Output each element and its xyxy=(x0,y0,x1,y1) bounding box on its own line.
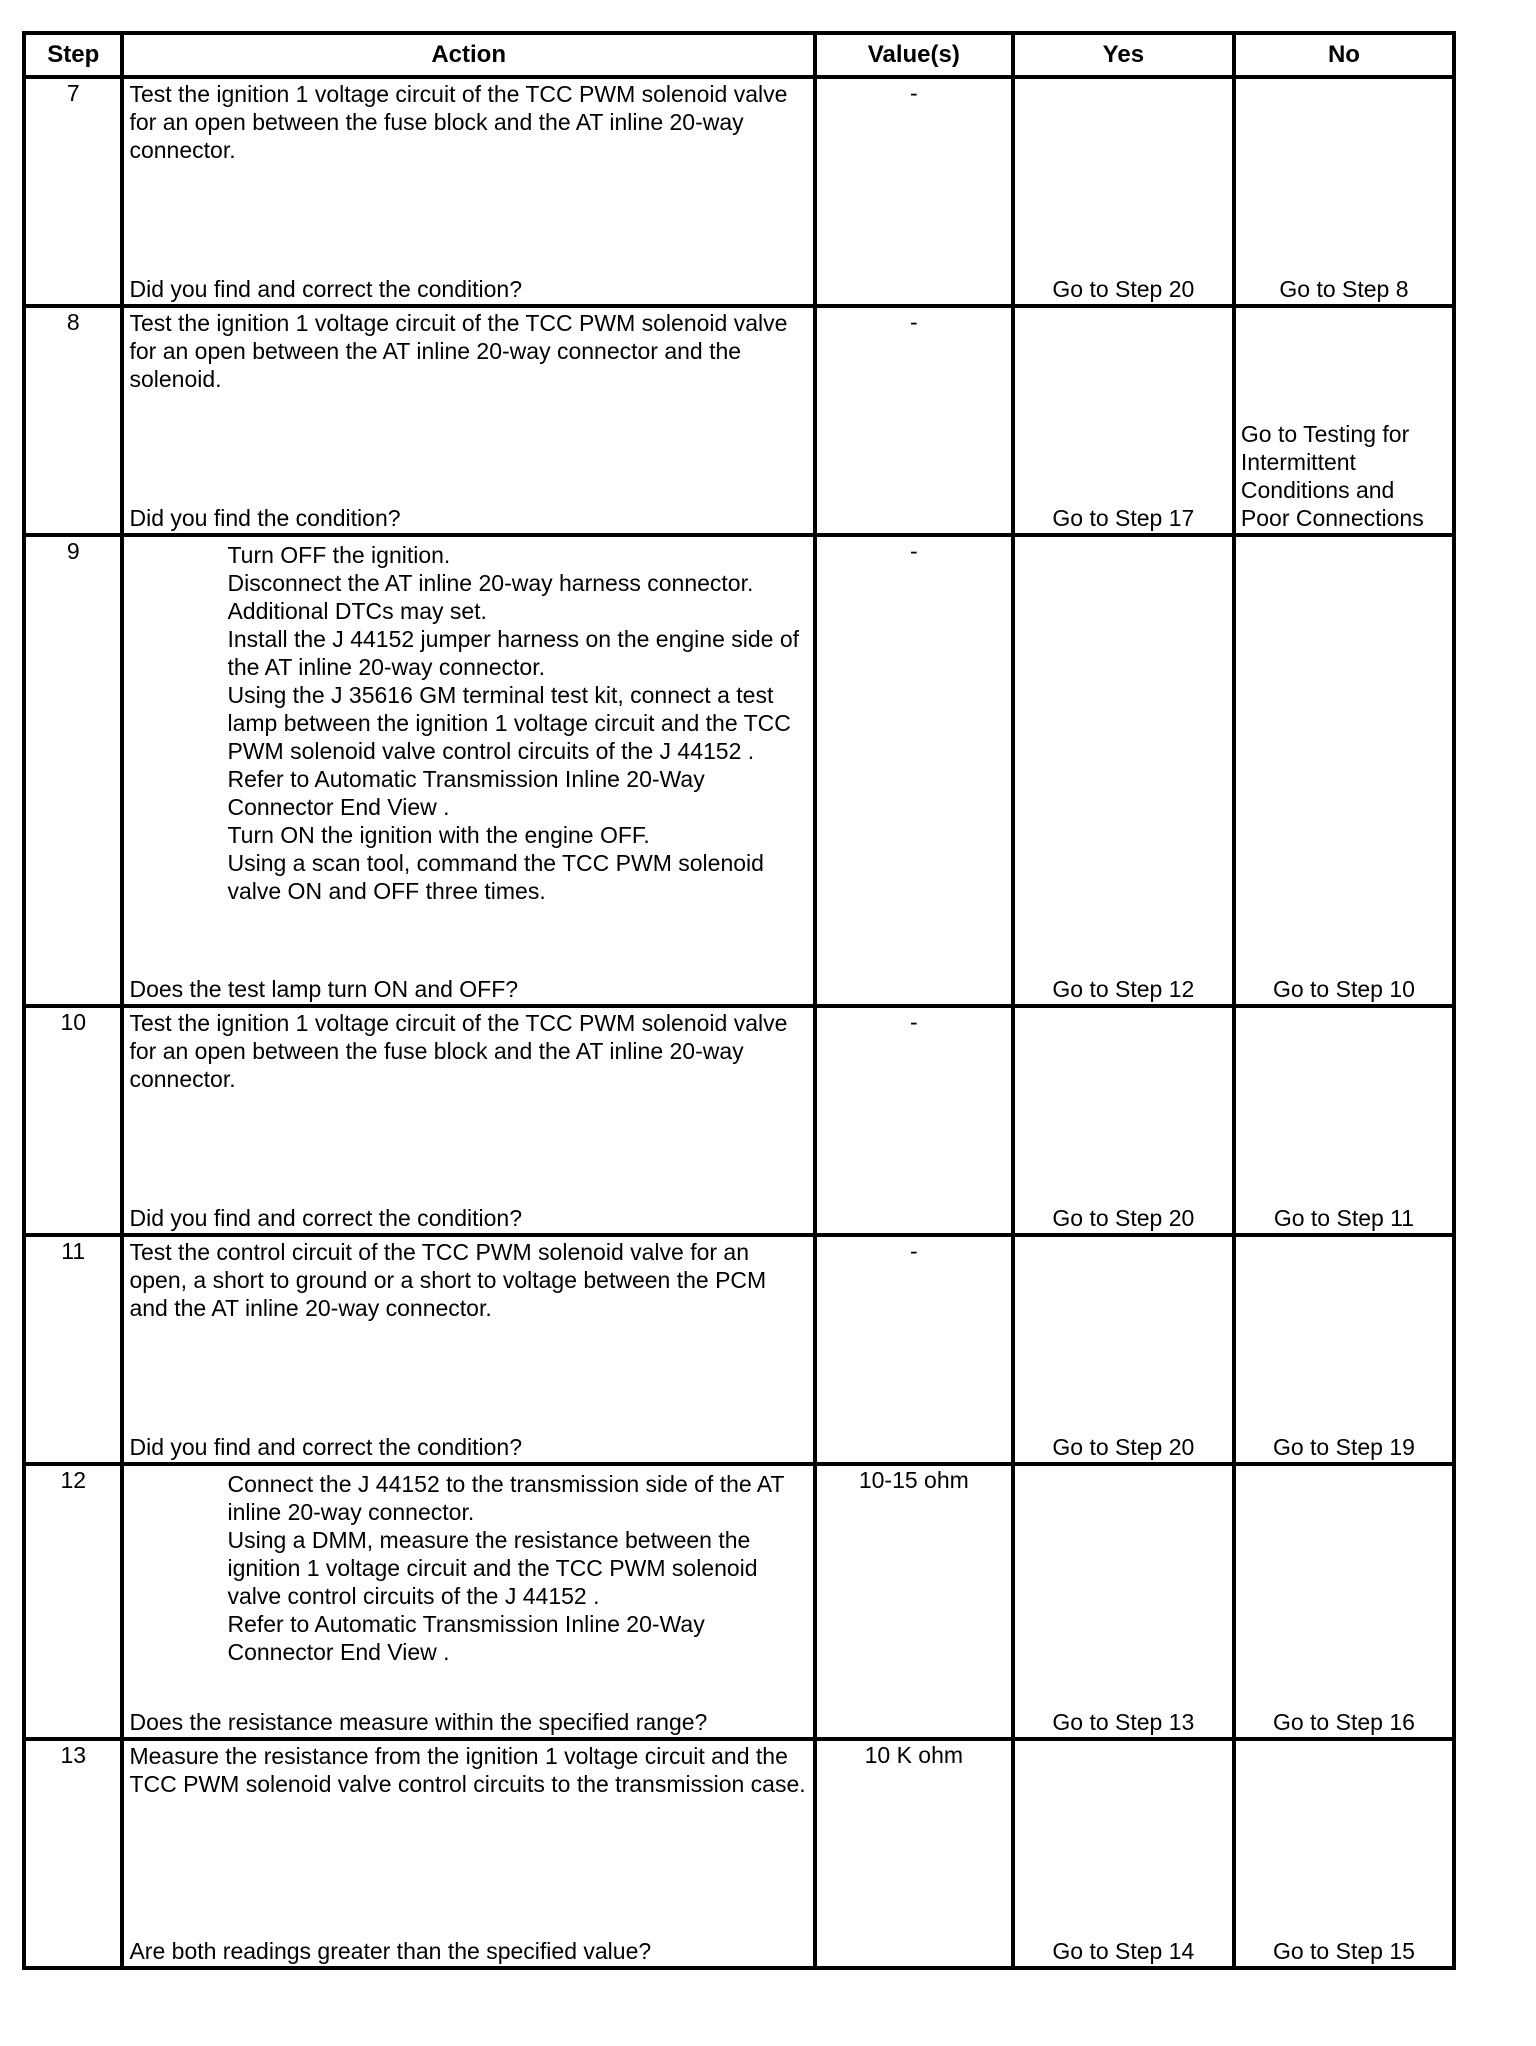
value-cell: 10 K ohm xyxy=(815,1739,1013,1968)
yes-cell xyxy=(1013,1006,1234,1235)
value-cell: - xyxy=(815,306,1013,535)
yes-link[interactable]: Go to Step 14 xyxy=(1052,1938,1195,1964)
action-list xyxy=(124,1466,812,1666)
action-cell xyxy=(122,306,814,535)
step-number: 10 xyxy=(24,1006,122,1235)
no-link[interactable]: Go to Step 8 xyxy=(1279,276,1409,302)
action-list-item: Using a scan tool, command the TCC PWM solenoid valve ON and OFF three times. xyxy=(227,850,764,904)
no-cell xyxy=(1234,306,1454,535)
action-question: Did you find and correct the condition? xyxy=(129,1434,522,1460)
header-value: Value(s) xyxy=(815,33,1013,77)
yes-cell xyxy=(1013,1464,1234,1739)
yes-cell xyxy=(1013,1739,1234,1968)
action-list-item: Install the J 44152 jumper harness on the engine side of the AT inline 20-way connector. xyxy=(227,626,800,680)
yes-link[interactable]: Go to Step 20 xyxy=(1052,1434,1195,1460)
step-number: 11 xyxy=(24,1235,122,1464)
action-question: Does the resistance measure within the specified range? xyxy=(129,1709,708,1735)
yes-cell xyxy=(1013,535,1234,1006)
action-question: Does the test lamp turn ON and OFF? xyxy=(129,976,519,1002)
header-yes: Yes xyxy=(1013,33,1234,77)
action-list xyxy=(124,537,812,905)
value-cell: - xyxy=(815,1006,1013,1235)
yes-link[interactable]: Go to Step 13 xyxy=(1052,1709,1195,1735)
yes-cell xyxy=(1013,77,1234,306)
step-number: 9 xyxy=(24,535,122,1006)
no-link[interactable]: Go to Step 10 xyxy=(1272,976,1415,1002)
yes-cell xyxy=(1013,1235,1234,1464)
value-cell: 10-15 ohm xyxy=(815,1464,1013,1739)
table-row xyxy=(24,77,1454,306)
header-step: Step xyxy=(24,33,122,77)
action-cell xyxy=(122,535,814,1006)
value-cell: - xyxy=(815,1235,1013,1464)
action-text: Test the ignition 1 voltage circuit of the TCC PWM solenoid valve for an open between the AT inline 20-way connector and the solenoid. xyxy=(129,310,788,392)
header-no: No xyxy=(1234,33,1454,77)
action-cell xyxy=(122,1464,814,1739)
action-question: Are both readings greater than the specified value? xyxy=(129,1938,652,1964)
no-cell xyxy=(1234,1006,1454,1235)
action-question: Did you find the condition? xyxy=(129,505,401,531)
table-row xyxy=(24,535,1454,1006)
action-cell xyxy=(122,1006,814,1235)
action-text: Measure the resistance from the ignition 1 voltage circuit and the TCC PWM solenoid valve control circuits to the transmission case. xyxy=(129,1743,806,1797)
diagnostic-table xyxy=(22,31,1456,1970)
no-cell xyxy=(1234,77,1454,306)
action-cell xyxy=(122,1739,814,1968)
action-cell xyxy=(122,77,814,306)
action-list-item: Disconnect the AT inline 20-way harness connector. Additional DTCs may set. xyxy=(227,570,754,624)
no-link[interactable]: Go to Step 11 xyxy=(1273,1205,1415,1231)
table-row xyxy=(24,1006,1454,1235)
action-list-item: Using a DMM, measure the resistance between the ignition 1 voltage circuit and the TCC PWM solenoid valve control circuits of the J 44152 . xyxy=(227,1527,758,1609)
yes-link[interactable]: Go to Step 20 xyxy=(1052,276,1195,302)
action-list-item: Refer to Automatic Transmission Inline 20-Way Connector End View . xyxy=(227,1611,705,1665)
action-text: Test the ignition 1 voltage circuit of the TCC PWM solenoid valve for an open between the fuse block and the AT inline 20-way connector. xyxy=(129,81,788,163)
step-number: 7 xyxy=(24,77,122,306)
no-cell xyxy=(1234,1464,1454,1739)
action-list-item: Refer to Automatic Transmission Inline 20-Way Connector End View . xyxy=(227,766,705,820)
action-question: Did you find and correct the condition? xyxy=(129,1205,522,1231)
yes-link[interactable]: Go to Step 12 xyxy=(1052,976,1195,1002)
table-row xyxy=(24,1235,1454,1464)
no-cell xyxy=(1234,535,1454,1006)
value-cell: - xyxy=(815,77,1013,306)
no-link[interactable]: Go to Step 19 xyxy=(1272,1434,1415,1460)
no-cell xyxy=(1234,1739,1454,1968)
table-row xyxy=(24,1739,1454,1968)
table-row xyxy=(24,306,1454,535)
step-number: 8 xyxy=(24,306,122,535)
header-action: Action xyxy=(122,33,814,77)
action-cell xyxy=(122,1235,814,1464)
action-list-item: Connect the J 44152 to the transmission side of the AT inline 20-way connector. xyxy=(227,1471,785,1525)
no-link[interactable]: Go to Testing for Intermittent Conditions and Poor Connections xyxy=(1240,421,1424,531)
step-number: 13 xyxy=(24,1739,122,1968)
no-link[interactable]: Go to Step 15 xyxy=(1272,1938,1415,1964)
action-list-item: Turn ON the ignition with the engine OFF. xyxy=(227,822,650,848)
action-question: Did you find and correct the condition? xyxy=(129,276,522,302)
yes-link[interactable]: Go to Step 17 xyxy=(1052,505,1195,531)
action-list-item: Using the J 35616 GM terminal test kit, connect a test lamp between the ignition 1 voltage circuit and the TCC PWM solenoid valve control circuits of the J 44152 . xyxy=(227,682,791,764)
table-row xyxy=(24,1464,1454,1739)
step-number: 12 xyxy=(24,1464,122,1739)
no-link[interactable]: Go to Step 16 xyxy=(1272,1709,1415,1735)
value-cell: - xyxy=(815,535,1013,1006)
action-text: Test the control circuit of the TCC PWM solenoid valve for an open, a short to ground or a short to voltage between the PCM and the AT inline 20-way connector. xyxy=(129,1239,767,1321)
yes-cell xyxy=(1013,306,1234,535)
no-cell xyxy=(1234,1235,1454,1464)
header-row xyxy=(24,33,1454,77)
action-list-item: Turn OFF the ignition. xyxy=(227,542,451,568)
yes-link[interactable]: Go to Step 20 xyxy=(1052,1205,1195,1231)
action-text: Test the ignition 1 voltage circuit of the TCC PWM solenoid valve for an open between the fuse block and the AT inline 20-way connector. xyxy=(129,1010,788,1092)
